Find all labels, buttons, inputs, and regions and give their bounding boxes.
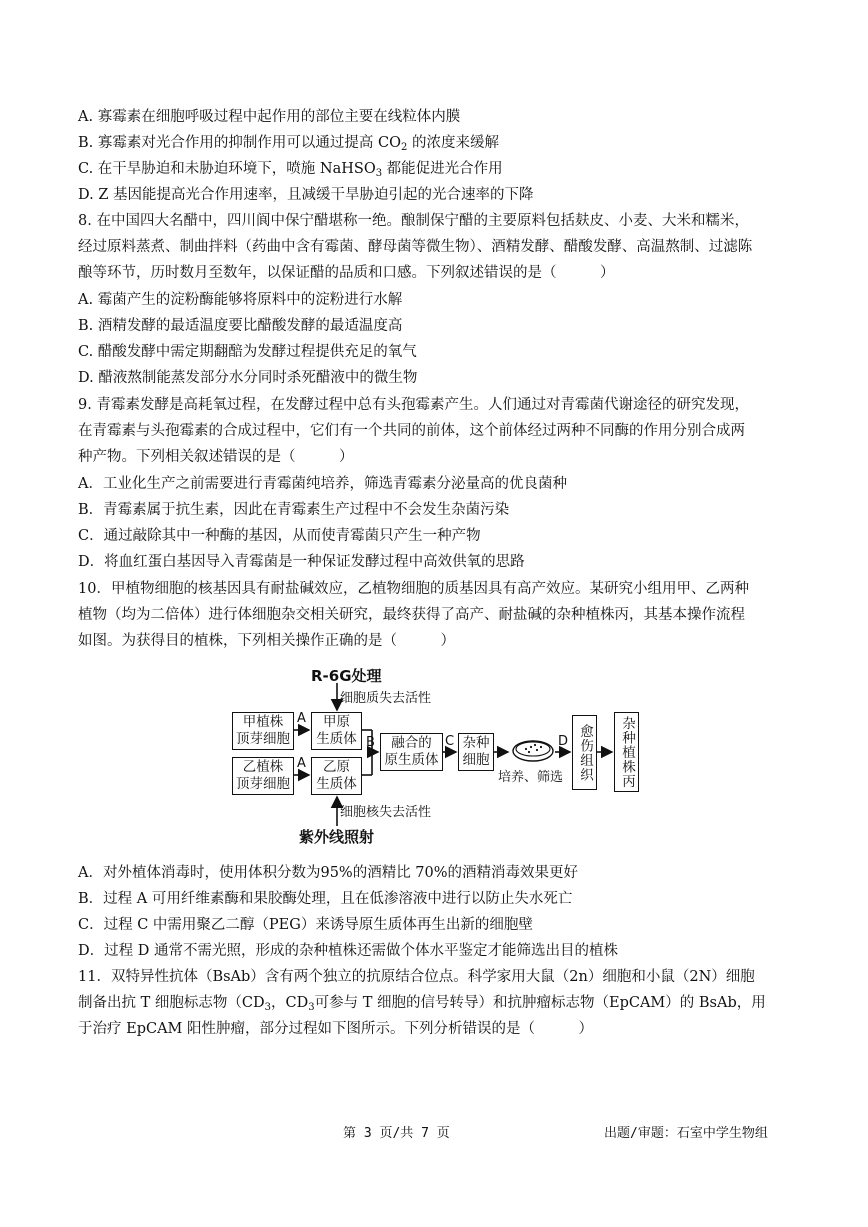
q10-option-d: D．过程 D 通常不需光照，形成的杂种植株还需做个体水平鉴定才能筛选出目的植株: [78, 943, 618, 959]
hybrid-cell-box: 杂种 细胞: [458, 733, 494, 771]
q8-option-a: A. 霉菌产生的淀粉酶能够将原料中的淀粉进行水解: [78, 292, 403, 308]
q9-stem-line-2: 在青霉素与头孢霉素的合成过程中，它们有一个共同的前体，这个前体经过两种不同酶的作用分别合成两: [78, 423, 745, 439]
plant-a-cells-box: 甲植株 顶芽细胞: [232, 712, 294, 750]
q8-option-d: D. 醋液熬制能蒸发部分水分同时杀死醋液中的微生物: [78, 370, 418, 386]
bottom-effect-label: 细胞核失去活性: [340, 805, 432, 820]
step-a-label-bottom: A: [297, 756, 306, 771]
top-treatment-label: R-6G处理: [311, 667, 382, 685]
hybrid-plant-box: 杂种植株丙: [614, 712, 639, 792]
q11-stem-line-1: 11．双特异性抗体（BsAb）含有两个独立的抗原结合位点。科学家用大鼠（2n）细胞和小鼠（2N）细胞: [78, 969, 755, 985]
callus-box: 愈伤组织: [572, 715, 597, 790]
q7-option-d: D. Z 基因能提高光合作用速率，且减缓干旱胁迫引起的光合速率的下降: [78, 187, 534, 203]
q8-option-b: B. 酒精发酵的最适温度要比醋酸发酵的最适温度高: [78, 318, 403, 334]
q10-option-c: C．过程 C 中需用聚乙二醇（PEG）来诱导原生质体再生出新的细胞壁: [78, 917, 533, 933]
step-c-label: C: [445, 734, 455, 749]
protoplast-b-box: 乙原 生质体: [311, 757, 362, 795]
q7-option-c: C. 在干旱胁迫和未胁迫环境下，喷施 NaHSO$_3$ 都能促进光合作用: [78, 161, 503, 179]
culture-screen-label: 培养、筛选: [498, 770, 564, 785]
plant-b-cells-box: 乙植株 顶芽细胞: [232, 757, 294, 795]
q10-option-b: B．过程 A 可用纤维素酶和果胶酶处理，且在低渗溶液中进行以防止失水死亡: [78, 891, 573, 907]
q11-stem-line-2: 制备出抗 T 细胞标志物（$CD_3$，$CD_3$可参与 T 细胞的信号转导）和抗肿瘤标志物（EpCAM）的 BsAb，用: [78, 995, 766, 1013]
q9-option-c: C．通过敲除其中一种酶的基因，从而使青霉菌只产生一种产物: [78, 528, 481, 544]
q9-stem-line-1: 9. 青霉素发酵是高耗氧过程，在发酵过程中总有头孢霉素产生。人们通过对青霉菌代谢途径的研究发现，: [78, 397, 749, 413]
q9-option-b: B．青霉素属于抗生素，因此在青霉素生产过程中不会发生杂菌污染: [78, 502, 510, 518]
q9-option-a: A．工业化生产之前需要进行青霉菌纯培养，筛选青霉素分泌量高的优良菌种: [78, 476, 567, 492]
top-effect-label: 细胞质失去活性: [340, 691, 432, 706]
q8-stem-line-1: 8. 在中国四大名醋中，四川阆中保宁醋堪称一绝。酿制保宁醋的主要原料包括麸皮、小麦、大米和糯米，: [78, 213, 749, 229]
protoplast-a-box: 甲原 生质体: [311, 712, 362, 750]
footer-author: 出题/审题：石室中学生物组: [604, 1126, 768, 1141]
q10-option-a: A．对外植体消毒时，使用体积分数为95%的酒精比 70%的酒精消毒效果更好: [78, 865, 579, 881]
page-number: 第 3 页/共 7 页: [343, 1126, 450, 1141]
q9-option-d: D．将血红蛋白基因导入青霉菌是一种保证发酵过程中高效供氧的思路: [78, 554, 525, 570]
bottom-treatment-label: 紫外线照射: [299, 828, 375, 846]
step-b-label: B: [366, 735, 375, 750]
q7-option-b: B. 寡霉素对光合作用的抑制作用可以通过提高 $CO_2$ 的浓度来缓解: [78, 135, 499, 153]
fused-protoplast-box: 融合的 原生质体: [380, 733, 443, 771]
step-d-label: D: [558, 734, 569, 749]
q10-stem-line-3: 如图。为获得目的植株，下列相关操作正确的是（ ）: [78, 633, 455, 649]
step-a-label-top: A: [297, 711, 306, 726]
q8-stem-line-3: 酿等环节，历时数月至数年，以保证醋的品质和口感。下列叙述错误的是（ ）: [78, 265, 615, 281]
q10-stem-line-1: 10．甲植物细胞的核基因具有耐盐碱效应，乙植物细胞的质基因具有高产效应。某研究小组用甲、乙两种: [78, 581, 749, 597]
q9-stem-line-3: 种产物。下列相关叙述错误的是（ ）: [78, 449, 354, 465]
q8-option-c: C. 醋酸发酵中需定期翻醅为发酵过程提供充足的氧气: [78, 344, 417, 360]
q7-option-a: A. 寡霉素在细胞呼吸过程中起作用的部位主要在线粒体内膜: [78, 109, 461, 125]
q11-stem-line-3: 于治疗 EpCAM 阳性肿瘤，部分过程如下图所示。下列分析错误的是（ ）: [78, 1021, 593, 1037]
q10-stem-line-2: 植物（均为二倍体）进行体细胞杂交相关研究，最终获得了高产、耐盐碱的杂种植株丙，其基本操作流程: [78, 607, 745, 623]
q8-stem-line-2: 经过原料蒸煮、制曲拌料（药曲中含有霉菌、酵母菌等微生物）、酒精发酵、醋酸发酵、高温熬制、过滤陈: [78, 239, 753, 255]
